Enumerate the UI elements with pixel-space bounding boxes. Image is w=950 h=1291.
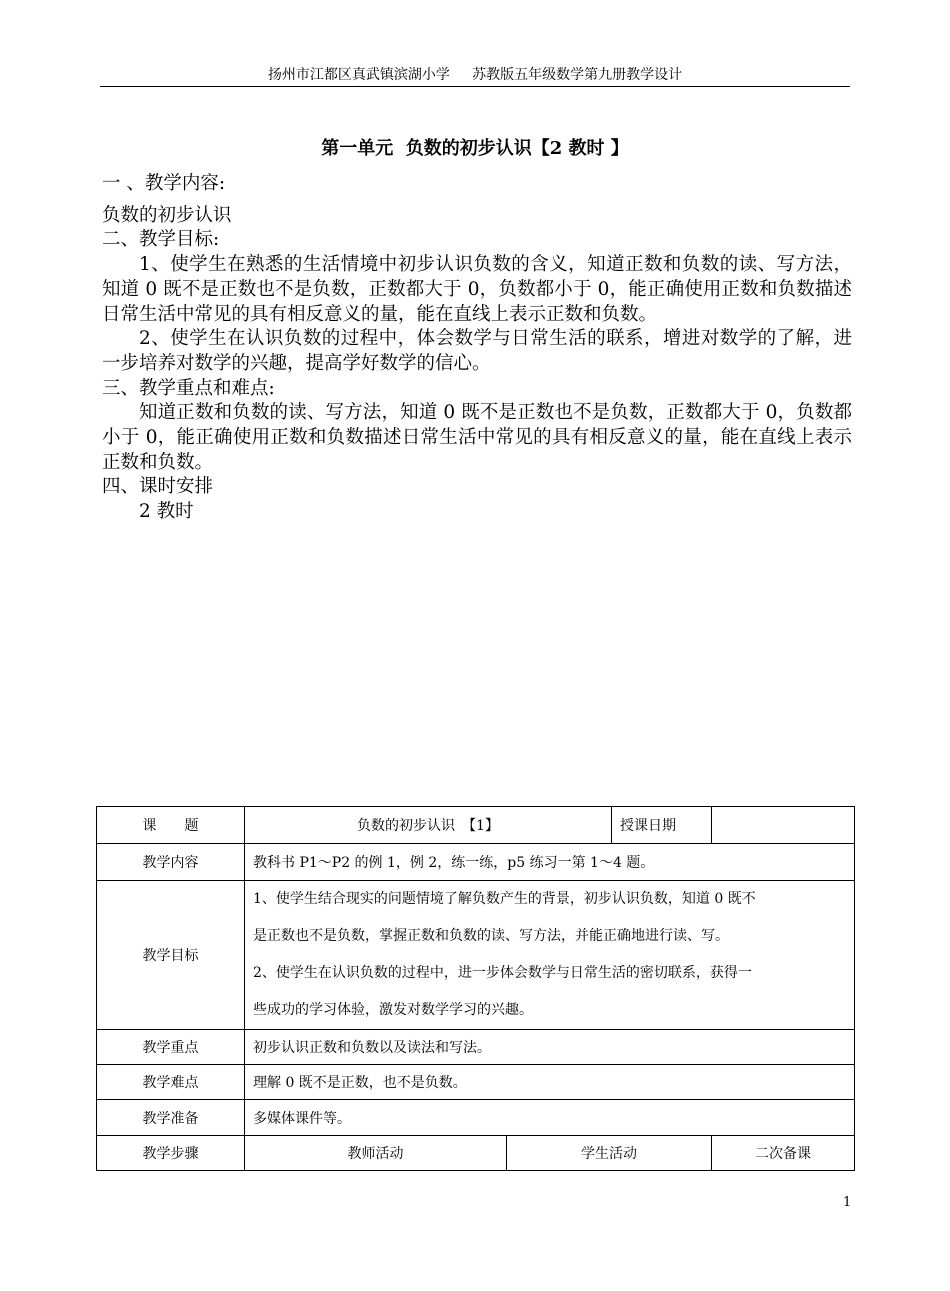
row-objective (97, 881, 855, 1030)
content-text: 负数的初步认识 (102, 204, 232, 226)
document-title: 第一单元 负数的初步认识【2 教时 】 (321, 138, 629, 159)
student-activity-header: 学生活动 (507, 1136, 712, 1171)
objective-line: 是正数也不是负数，掌握正数和负数的读、写方法，并能正确地进行读、写。 (253, 928, 729, 944)
header-rule (100, 86, 850, 87)
objective-value (245, 881, 855, 1030)
prep-label: 教学准备 (97, 1100, 245, 1136)
topic-value: 负数的初步认识 【1】 (245, 807, 612, 844)
key-heading: 三、教学重点和难点: (102, 377, 275, 399)
schedule-heading: 四、课时安排 (102, 476, 214, 498)
schedule-text: 2 教时 (139, 501, 194, 523)
objective-label: 教学目标 (97, 881, 245, 1030)
focus-label: 教学重点 (97, 1030, 245, 1065)
row-difficulty (97, 1065, 855, 1100)
date-label: 授课日期 (612, 807, 712, 844)
content-label: 教学内容 (97, 844, 245, 881)
focus-value: 初步认识正数和负数以及读法和写法。 (245, 1030, 855, 1065)
page-number: 1 (843, 1195, 852, 1210)
row-topic (97, 807, 855, 844)
objective-line: 1、使学生结合现实的问题情境了解负数产生的背景，初步认识负数，知道 0 既不 (253, 891, 756, 907)
prep-value: 多媒体课件等。 (245, 1100, 855, 1136)
row-focus (97, 1030, 855, 1065)
document-body (102, 172, 852, 525)
revision-header: 二次备课 (712, 1136, 855, 1171)
difficulty-value: 理解 0 既不是正数，也不是负数。 (245, 1065, 855, 1100)
header-school: 扬州市江都区真武镇滨湖小学 (267, 67, 450, 83)
teacher-activity-header: 教师活动 (245, 1136, 507, 1171)
objective-line: 些成功的学习体验，激发对数学学习的兴趣。 (253, 1002, 533, 1018)
row-steps (97, 1136, 855, 1171)
row-content (97, 844, 855, 881)
row-prep (97, 1100, 855, 1136)
date-value (712, 807, 855, 844)
topic-label: 课 题 (97, 807, 245, 844)
key-text: 知道正数和负数的读、写方法，知道 0 既不是正数也不是负数，正数都大于 0，负数都小于 0，能正确使用正数和负数描述日常生活中常见的具有相反意义的量，能在直线上表示正数和负数。 (102, 402, 852, 473)
steps-label: 教学步骤 (97, 1136, 245, 1171)
header-course: 苏教版五年级数学第九册教学设计 (472, 67, 683, 83)
content-heading: 一 、教学内容: (102, 173, 226, 194)
goal-2: 2、使学生在认识负数的过程中，体会数学与日常生活的联系，增进对数学的了解，进一步培养对数学的兴趣，提高学好数学的信心。 (102, 328, 852, 374)
objective-line: 2、使学生在认识负数的过程中，进一步体会数学与日常生活的密切联系，获得一 (253, 965, 752, 981)
goals-heading: 二、教学目标: (102, 229, 220, 251)
goal-1: 1、使学生在熟悉的生活情境中初步认识负数的含义，知道正数和负数的读、写方法，知道 0 既不是正数也不是负数，正数都大于 0，负数都小于 0，能正确使用正数和负数描述日常生活中常见的具有相反意义的量，能在直线上表示正数和负数。 (102, 254, 852, 325)
difficulty-label: 教学难点 (97, 1065, 245, 1100)
content-value: 教科书 P1～P2 的例 1，例 2，练一练，p5 练习一第 1～4 题。 (245, 844, 855, 881)
running-header (100, 64, 850, 84)
lesson-plan-table (96, 806, 855, 1171)
